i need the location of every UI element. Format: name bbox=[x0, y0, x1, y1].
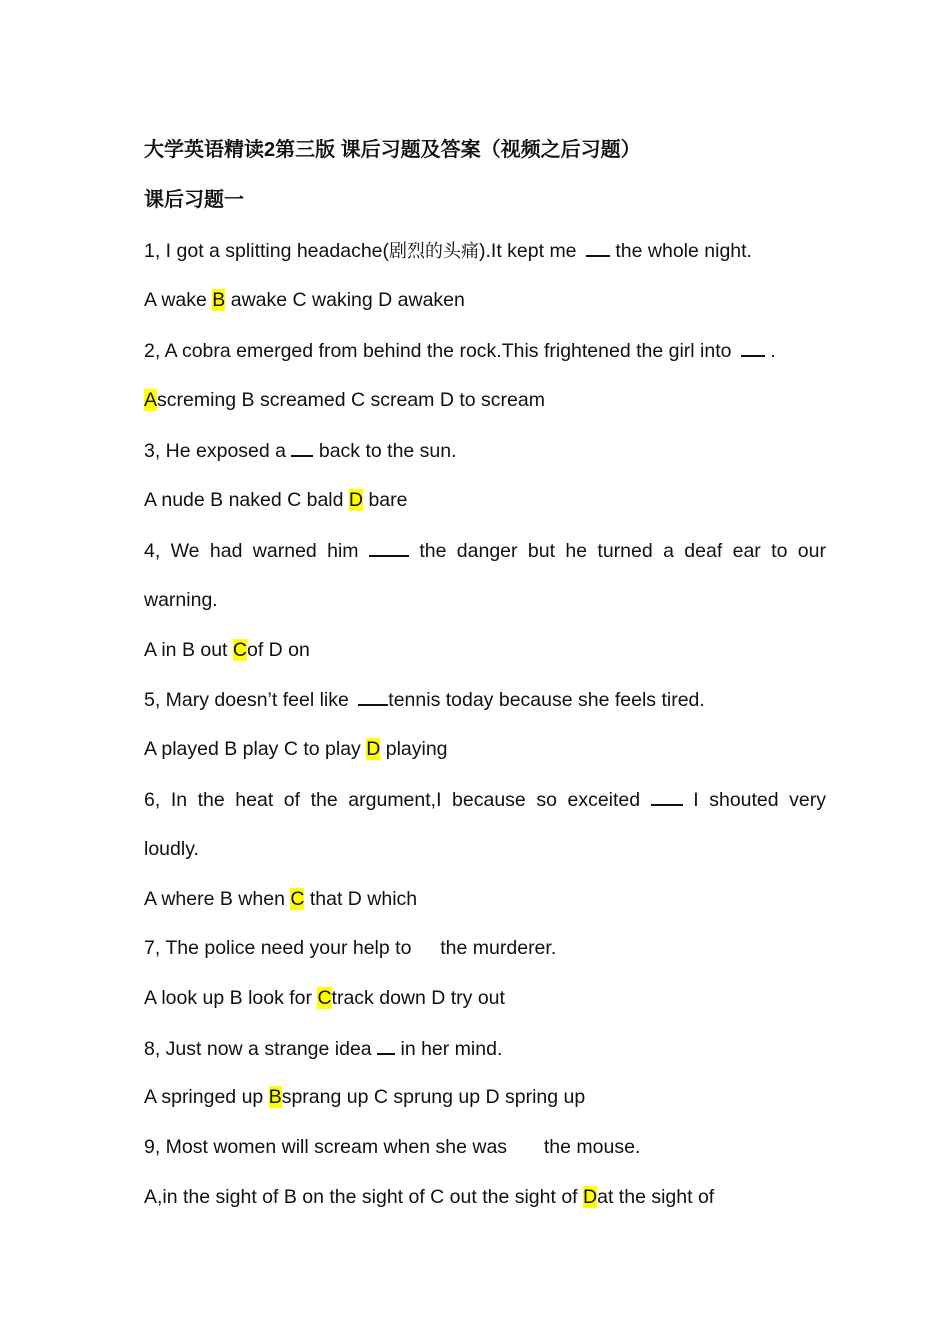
options-2: Ascreming B screamed C scream D to scream bbox=[144, 389, 545, 411]
answer-blank bbox=[377, 1035, 395, 1055]
answer-blank bbox=[651, 786, 683, 806]
options-9: A,in the sight of B on the sight of C out the sight of Dat the sight of bbox=[144, 1186, 715, 1208]
answer-blank bbox=[358, 686, 388, 706]
question-1: 1, I got a splitting headache(剧烈的头痛).It kept me the whole night. bbox=[144, 237, 826, 265]
answer-highlight: C bbox=[290, 888, 305, 910]
question-2: 2, A cobra emerged from behind the rock.This frightened the girl into . bbox=[144, 337, 826, 364]
question-9: 9, Most women will scream when she was the mouse. bbox=[144, 1136, 641, 1158]
answer-blank bbox=[741, 337, 765, 357]
section-heading: 课后习题一 bbox=[144, 189, 244, 211]
options-1: A wake B awake C waking D awaken bbox=[144, 289, 465, 311]
options-3: A nude B naked C bald D bare bbox=[144, 489, 408, 511]
answer-highlight: A bbox=[144, 389, 158, 411]
document-title: 大学英语精读2第三版 课后习题及答案（视频之后习题） bbox=[144, 139, 641, 161]
options-6: A where B when C that D which bbox=[144, 888, 418, 910]
question-5: 5, Mary doesn’t feel like tennis today because she feels tired. bbox=[144, 686, 826, 713]
answer-blank bbox=[586, 237, 610, 257]
answer-blank bbox=[369, 537, 409, 557]
answer-highlight: D bbox=[366, 738, 381, 760]
answer-highlight: C bbox=[317, 987, 332, 1009]
options-4: A in B out Cof D on bbox=[144, 639, 310, 661]
answer-highlight: B bbox=[268, 1086, 282, 1108]
options-7: A look up B look for Ctrack down D try out bbox=[144, 987, 505, 1009]
question-4-continued: warning. bbox=[144, 589, 218, 611]
answer-blank bbox=[291, 437, 313, 457]
answer-highlight: C bbox=[232, 639, 247, 661]
options-5: A played B play C to play D playing bbox=[144, 738, 448, 760]
answer-highlight: B bbox=[212, 289, 226, 311]
question-7: 7, The police need your help to the murderer. bbox=[144, 937, 557, 959]
options-8: A springed up Bsprang up C sprung up D spring up bbox=[144, 1086, 586, 1108]
question-8: 8, Just now a strange idea in her mind. bbox=[144, 1035, 826, 1062]
question-3: 3, He exposed a back to the sun. bbox=[144, 437, 826, 464]
question-6: 6, In the heat of the argument,I because so exceited I shouted very bbox=[144, 786, 826, 813]
question-4: 4, We had warned him the danger but he turned a deaf ear to our bbox=[144, 537, 826, 564]
answer-highlight: D bbox=[348, 489, 364, 511]
answer-highlight: D bbox=[583, 1186, 598, 1208]
question-6-continued: loudly. bbox=[144, 838, 199, 860]
